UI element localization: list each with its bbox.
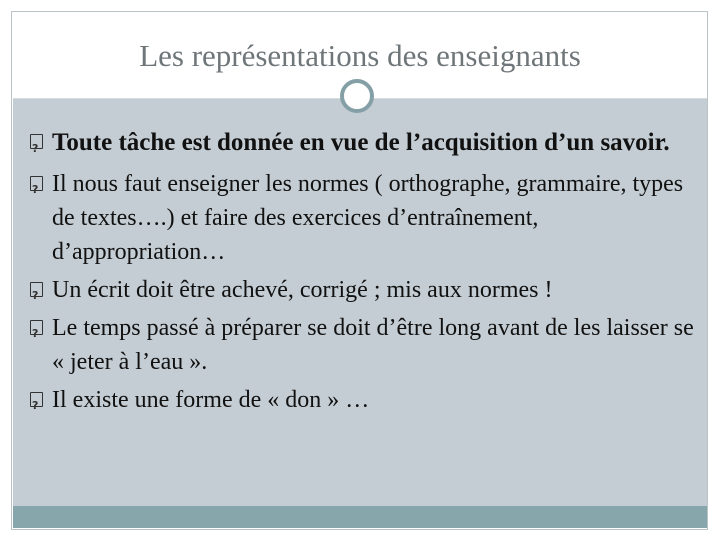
bullet-item	[30, 273, 698, 307]
bullet-text: Il existe une forme de « don » …	[52, 387, 370, 413]
bullet-marker-icon	[30, 392, 43, 407]
bullet-item	[30, 167, 698, 269]
bullet-item	[30, 311, 698, 379]
bullet-item	[30, 125, 698, 161]
bullet-text: Un écrit doit être achevé, corrigé ; mis aux normes !	[52, 277, 553, 303]
bullet-text: Il nous faut enseigner les normes ( orthographe, grammaire, types de textes….) et faire des exercices d’entraînement, d’appropriation…	[52, 171, 684, 265]
bullet-text: Toute tâche est donnée en vue de l’acquisition d’un savoir.	[52, 129, 670, 156]
circle-ornament-icon	[340, 79, 374, 113]
bullet-marker-icon	[30, 320, 43, 335]
bullet-marker-icon	[30, 134, 43, 149]
bullet-text: Le temps passé à préparer se doit d’être long avant de les laisser se « jeter à l’eau ».	[52, 315, 694, 375]
bullet-marker-icon	[30, 176, 43, 191]
slide-title: Les représentations des enseignants	[139, 38, 581, 73]
footer-band	[13, 506, 707, 528]
bullet-list	[30, 125, 698, 421]
bullet-marker-icon	[30, 282, 43, 297]
bullet-item	[30, 383, 698, 417]
